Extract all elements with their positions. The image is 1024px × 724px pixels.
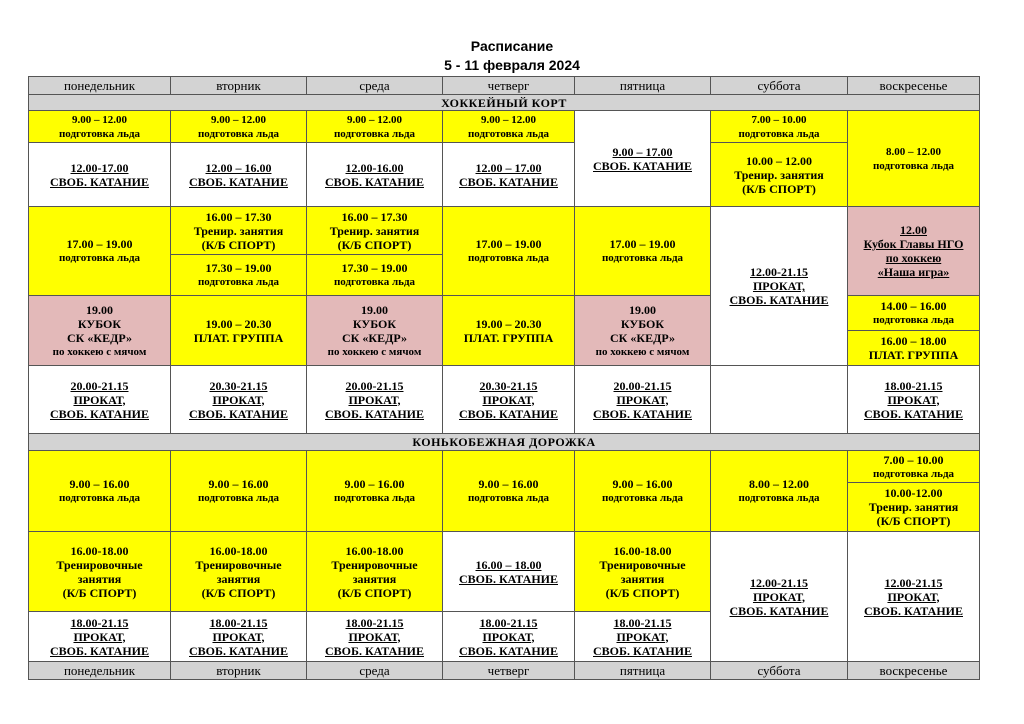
- cell-text-line: подготовка льда: [467, 492, 550, 504]
- schedule-cell: [575, 451, 711, 532]
- cell-text-line: 9.00 – 12.00: [347, 113, 402, 126]
- cell-text-line: по хоккею с мячом: [52, 345, 147, 358]
- day-header: пятница: [575, 77, 711, 95]
- cell-text-line: 10.00 – 12.00: [746, 153, 812, 168]
- cell-text-line: ПРОКАТ,: [482, 392, 535, 407]
- cell-text-line: 20.00-21.15: [70, 378, 129, 393]
- cell-text-line: (К/Б СПОРТ): [605, 585, 680, 600]
- schedule-cell: [575, 207, 711, 296]
- cell-text-line: СВОБ. КАТАНИЕ: [864, 603, 963, 618]
- cell-text-line: занятия: [352, 571, 397, 586]
- schedule-cell: [575, 612, 711, 662]
- schedule-cell: [171, 532, 307, 612]
- cell-text-line: 18.00-21.15: [613, 615, 672, 630]
- cell-text-line: 9.00 – 12.00: [72, 113, 127, 126]
- day-header: суббота: [711, 77, 848, 95]
- cell-text-line: ПРОКАТ,: [752, 279, 806, 293]
- cell-text-line: ПРОКАТ,: [887, 589, 940, 604]
- cell-text-line: подготовка льда: [601, 252, 684, 264]
- schedule-cell: [29, 532, 171, 612]
- cell-text-line: занятия: [77, 571, 122, 586]
- schedule-cell: [848, 207, 980, 296]
- schedule-cell: [711, 143, 848, 207]
- cell-text-line: подготовка льда: [333, 492, 416, 504]
- cell-text-line: занятия: [620, 571, 665, 586]
- cell-text-line: 16.00 – 17.30: [341, 209, 408, 224]
- schedule-cell: [307, 255, 443, 296]
- cell-text-line: Тренировочные: [599, 557, 686, 572]
- schedule-cell: [171, 451, 307, 532]
- cell-text-line: 17.30 – 19.00: [205, 261, 272, 275]
- cell-text-line: подготовка льда: [58, 492, 141, 504]
- cell-text-line: СВОБ. КАТАНИЕ: [729, 603, 829, 618]
- cell-text-line: ПРОКАТ,: [348, 629, 401, 644]
- cell-text-line: СВОБ. КАТАНИЕ: [50, 643, 149, 658]
- day-header: понедельник: [29, 77, 171, 95]
- cell-text-line: подготовка льда: [333, 127, 416, 140]
- cell-text-line: 16.00-18.00: [345, 543, 404, 558]
- cell-text-line: Тренировочные: [56, 557, 143, 572]
- schedule-cell: [171, 207, 307, 255]
- cell-text-line: Тренировочные: [195, 557, 282, 572]
- schedule-cell: [307, 612, 443, 662]
- cell-text-line: 17.00 – 19.00: [609, 237, 676, 251]
- cell-text-line: 9.00 – 16.00: [69, 477, 130, 491]
- cell-text-line: 12.00-21.15: [750, 575, 808, 590]
- cell-text-line: (К/Б СПОРТ): [876, 514, 951, 528]
- cell-text-line: СВОБ. КАТАНИЕ: [459, 571, 558, 586]
- cell-text-line: ПРОКАТ,: [212, 629, 265, 644]
- cell-text-line: 19.00: [361, 302, 388, 317]
- section-header-hockey: ХОККЕЙНЫЙ КОРТ: [29, 95, 980, 111]
- cell-text-line: по хоккею с мячом: [595, 345, 690, 358]
- cell-text-line: СВОБ. КАТАНИЕ: [593, 158, 692, 173]
- cell-text-line: 9.00 – 17.00: [612, 144, 673, 159]
- cell-text-line: СВОБ. КАТАНИЕ: [189, 643, 288, 658]
- schedule-cell: [848, 451, 980, 483]
- cell-text-line: занятия: [216, 571, 261, 586]
- schedule-cell: [443, 207, 575, 296]
- schedule-cell: [29, 143, 171, 207]
- cell-text-line: ПРОКАТ,: [348, 392, 401, 407]
- schedule-cell: [171, 111, 307, 143]
- cell-text-line: 17.30 – 19.00: [341, 261, 408, 275]
- cell-text-line: 19.00 – 20.30: [205, 316, 272, 331]
- cell-text-line: СК «КЕДР»: [342, 330, 407, 345]
- cell-text-line: СВОБ. КАТАНИЕ: [729, 293, 829, 307]
- cell-text-line: СВОБ. КАТАНИЕ: [189, 406, 288, 421]
- schedule-cell: [848, 532, 980, 662]
- cell-text-line: (К/Б СПОРТ): [201, 237, 276, 252]
- cell-text-line: СВОБ. КАТАНИЕ: [50, 406, 149, 421]
- schedule-cell: [171, 296, 307, 366]
- schedule-cell: [848, 296, 980, 331]
- cell-text-line: подготовка льда: [738, 492, 820, 504]
- cell-text-line: СК «КЕДР»: [610, 330, 675, 345]
- cell-text-line: 20.00-21.15: [345, 378, 404, 393]
- cell-text-line: КУБОК: [352, 316, 397, 331]
- schedule-cell: [711, 111, 848, 143]
- cell-text-line: (К/Б СПОРТ): [201, 585, 276, 600]
- cell-text-line: 16.00-18.00: [70, 543, 129, 558]
- page-subtitle: 5 - 11 февраля 2024: [444, 57, 580, 73]
- day-header: четверг: [443, 77, 575, 95]
- cell-text-line: Тренир. занятия: [868, 500, 959, 514]
- cell-text-line: подготовка льда: [872, 159, 955, 172]
- cell-text-line: 12.00 – 17.00: [475, 160, 542, 175]
- cell-text-line: СВОБ. КАТАНИЕ: [325, 643, 424, 658]
- cell-text-line: ПЛАТ. ГРУППА: [463, 330, 554, 345]
- cell-text-line: 19.00 – 20.30: [475, 316, 542, 331]
- schedule-cell: [171, 143, 307, 207]
- cell-text-line: 9.00 – 16.00: [478, 477, 539, 491]
- day-header: среда: [307, 77, 443, 95]
- cell-text-line: 12.00 – 16.00: [205, 160, 272, 175]
- section-header-speed: КОНЬКОБЕЖНАЯ ДОРОЖКА: [29, 434, 980, 451]
- cell-text-line: (К/Б СПОРТ): [742, 181, 816, 196]
- cell-text-line: 18.00-21.15: [345, 615, 404, 630]
- cell-text-line: 8.00 – 12.00: [886, 145, 941, 158]
- cell-text-line: ПРОКАТ,: [482, 629, 535, 644]
- cell-text-line: 14.00 – 16.00: [880, 299, 947, 313]
- cell-text-line: подготовка льда: [467, 127, 550, 140]
- cell-text-line: 19.00: [86, 302, 113, 317]
- cell-text-line: подготовка льда: [872, 467, 955, 480]
- cell-text-line: 7.00 – 10.00: [883, 452, 944, 467]
- cell-text-line: КУБОК: [620, 316, 665, 331]
- schedule-cell: [307, 451, 443, 532]
- schedule-cell: [171, 255, 307, 296]
- cell-text-line: Тренир. занятия: [193, 223, 284, 238]
- cell-text-line: 20.30-21.15: [479, 378, 538, 393]
- cell-text-line: 20.00-21.15: [613, 378, 672, 393]
- schedule-cell: [29, 612, 171, 662]
- cell-text-line: 17.00 – 19.00: [66, 237, 133, 251]
- cell-text-line: 18.00-21.15: [70, 615, 129, 630]
- schedule-cell: [848, 111, 980, 207]
- schedule-cell: [307, 207, 443, 255]
- schedule-cell: [307, 366, 443, 434]
- cell-text-line: по хоккею: [885, 251, 942, 265]
- day-header: воскресенье: [848, 77, 980, 95]
- cell-text-line: Тренир. занятия: [734, 167, 824, 182]
- day-footer: пятница: [575, 662, 711, 680]
- schedule-table: [28, 76, 980, 680]
- schedule-cell: [29, 111, 171, 143]
- cell-text-line: «Наша игра»: [877, 265, 950, 279]
- cell-text-line: ПРОКАТ,: [616, 392, 669, 407]
- schedule-cell: [307, 111, 443, 143]
- cell-text-line: 9.00 – 12.00: [211, 113, 266, 126]
- cell-text-line: 9.00 – 16.00: [344, 477, 405, 491]
- cell-text-line: СВОБ. КАТАНИЕ: [189, 174, 288, 189]
- cell-text-line: 8.00 – 12.00: [749, 477, 809, 491]
- day-header-row: [29, 77, 980, 95]
- schedule-cell: [711, 207, 848, 366]
- schedule-cell: [443, 296, 575, 366]
- cell-text-line: 9.00 – 16.00: [208, 477, 269, 491]
- page-title: Расписание: [470, 38, 554, 54]
- cell-text-line: подготовка льда: [197, 127, 280, 140]
- cell-text-line: 18.00-21.15: [884, 378, 943, 393]
- cell-text-line: 16.00 – 18.00: [475, 557, 542, 572]
- schedule-cell: [711, 451, 848, 532]
- cell-text-line: 12.00-21.15: [750, 265, 808, 279]
- cell-text-line: СВОБ. КАТАНИЕ: [459, 406, 558, 421]
- cell-text-line: Тренировочные: [331, 557, 418, 572]
- cell-text-line: 7.00 – 10.00: [751, 113, 807, 126]
- cell-text-line: СВОБ. КАТАНИЕ: [325, 406, 424, 421]
- schedule-cell: [171, 612, 307, 662]
- cell-text-line: подготовка льда: [601, 492, 684, 504]
- cell-text-line: ПРОКАТ,: [73, 392, 126, 407]
- schedule-cell: [443, 532, 575, 612]
- schedule-cell: [29, 451, 171, 532]
- cell-text-line: 12.00: [900, 223, 927, 237]
- day-footer: воскресенье: [848, 662, 980, 680]
- cell-text-line: СВОБ. КАТАНИЕ: [593, 406, 692, 421]
- cell-text-line: 19.00: [629, 302, 656, 317]
- cell-text-line: 16.00 – 17.30: [205, 209, 272, 224]
- schedule-cell: [171, 366, 307, 434]
- cell-text-line: (К/Б СПОРТ): [337, 585, 412, 600]
- cell-text-line: 16.00 – 18.00: [880, 334, 947, 348]
- cell-text-line: (К/Б СПОРТ): [337, 237, 412, 252]
- cell-text-line: 9.00 – 12.00: [481, 113, 536, 126]
- cell-text-line: подготовка льда: [872, 314, 955, 326]
- cell-text-line: СК «КЕДР»: [67, 330, 132, 345]
- schedule-cell: [443, 111, 575, 143]
- cell-text-line: 12.00-17.00: [70, 160, 129, 175]
- cell-text-line: 16.00-18.00: [613, 543, 672, 558]
- cell-text-line: СВОБ. КАТАНИЕ: [864, 406, 963, 421]
- schedule-cell: [443, 451, 575, 532]
- schedule-cell: [307, 296, 443, 366]
- cell-text-line: 16.00-18.00: [209, 543, 268, 558]
- schedule-cell: [443, 612, 575, 662]
- cell-text-line: ПРОКАТ,: [73, 629, 126, 644]
- day-footer: суббота: [711, 662, 848, 680]
- schedule-cell: [575, 532, 711, 612]
- cell-text-line: подготовка льда: [333, 276, 416, 288]
- cell-text-line: ПРОКАТ,: [616, 629, 669, 644]
- schedule-cell: [575, 366, 711, 434]
- cell-text-line: 18.00-21.15: [209, 615, 268, 630]
- cell-text-line: СВОБ. КАТАНИЕ: [459, 174, 558, 189]
- schedule-cell: [848, 483, 980, 532]
- cell-text-line: (К/Б СПОРТ): [62, 585, 137, 600]
- schedule-cell: [307, 532, 443, 612]
- cell-text-line: 9.00 – 16.00: [612, 477, 673, 491]
- cell-text-line: подготовка льда: [738, 127, 820, 140]
- cell-text-line: подготовка льда: [197, 492, 280, 504]
- cell-text-line: 18.00-21.15: [479, 615, 538, 630]
- cell-text-line: по хоккею с мячом: [327, 345, 422, 358]
- cell-text-line: СВОБ. КАТАНИЕ: [50, 174, 149, 189]
- cell-text-line: ПРОКАТ,: [212, 392, 265, 407]
- cell-text-line: ПЛАТ. ГРУППА: [193, 330, 284, 345]
- cell-text-line: СВОБ. КАТАНИЕ: [459, 643, 558, 658]
- schedule-cell: [711, 532, 848, 662]
- schedule-cell: [575, 111, 711, 207]
- cell-text-line: 12.00-21.15: [884, 575, 943, 590]
- day-footer-row: [29, 662, 980, 680]
- schedule-cell: [848, 331, 980, 366]
- cell-text-line: ПРОКАТ,: [887, 392, 940, 407]
- schedule-cell: [29, 366, 171, 434]
- cell-text-line: ПЛАТ. ГРУППА: [868, 348, 959, 362]
- cell-text-line: ПРОКАТ,: [752, 589, 806, 604]
- cell-text-line: 17.00 – 19.00: [475, 237, 542, 251]
- cell-text-line: подготовка льда: [467, 252, 550, 264]
- schedule-cell-empty: [711, 366, 848, 434]
- cell-text-line: 20.30-21.15: [209, 378, 268, 393]
- cell-text-line: Тренир. занятия: [329, 223, 420, 238]
- schedule-cell: [29, 207, 171, 296]
- cell-text-line: СВОБ. КАТАНИЕ: [593, 643, 692, 658]
- day-header: вторник: [171, 77, 307, 95]
- day-footer: среда: [307, 662, 443, 680]
- schedule-cell: [575, 296, 711, 366]
- cell-text-line: 12.00-16.00: [345, 160, 404, 175]
- cell-text-line: КУБОК: [77, 316, 122, 331]
- schedule-cell: [443, 143, 575, 207]
- schedule-cell: [443, 366, 575, 434]
- schedule-cell: [848, 366, 980, 434]
- cell-text-line: Кубок Главы НГО: [863, 237, 964, 251]
- day-footer: понедельник: [29, 662, 171, 680]
- day-footer: вторник: [171, 662, 307, 680]
- schedule-cell: [307, 143, 443, 207]
- schedule-cell: [29, 296, 171, 366]
- cell-text-line: подготовка льда: [58, 127, 141, 140]
- day-footer: четверг: [443, 662, 575, 680]
- cell-text-line: СВОБ. КАТАНИЕ: [325, 174, 424, 189]
- cell-text-line: подготовка льда: [197, 276, 280, 288]
- cell-text-line: 10.00-12.00: [884, 486, 943, 500]
- cell-text-line: подготовка льда: [58, 252, 141, 264]
